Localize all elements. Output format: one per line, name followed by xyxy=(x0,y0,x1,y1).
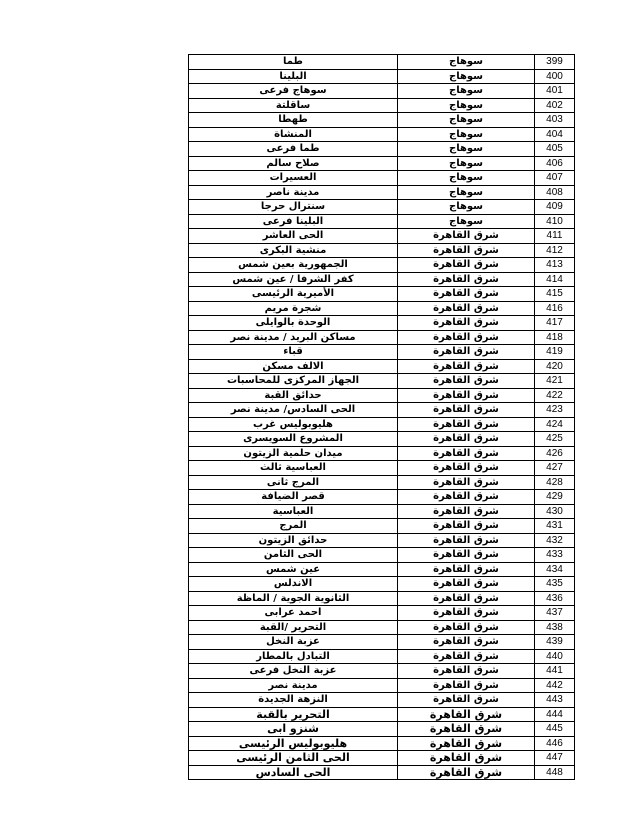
table-row xyxy=(189,258,575,273)
row-number-cell: 422 xyxy=(535,388,575,403)
branch-name-cell: طهطا xyxy=(189,113,398,128)
table-row xyxy=(189,214,575,229)
row-number-cell: 428 xyxy=(535,475,575,490)
branch-name-cell: المرج ثانى xyxy=(189,475,398,490)
branch-name-cell: النزهة الجديدة xyxy=(189,693,398,708)
table-row xyxy=(189,417,575,432)
branch-table-body xyxy=(189,55,575,780)
table-row xyxy=(189,693,575,708)
branch-name-cell: سنترال حرجا xyxy=(189,200,398,215)
branch-name-cell: قباء xyxy=(189,345,398,360)
table-row xyxy=(189,649,575,664)
table-row xyxy=(189,678,575,693)
table-row xyxy=(189,84,575,99)
row-number-cell: 439 xyxy=(535,635,575,650)
table-row xyxy=(189,519,575,534)
governorate-cell: شرق القاهرة xyxy=(398,388,535,403)
row-number-cell: 432 xyxy=(535,533,575,548)
governorate-cell: سوهاج xyxy=(398,171,535,186)
row-number-cell: 445 xyxy=(535,722,575,737)
branch-name-cell: كفر الشرفا / عين شمس xyxy=(189,272,398,287)
branch-name-cell: الحى العاشر xyxy=(189,229,398,244)
row-number-cell: 408 xyxy=(535,185,575,200)
governorate-cell: شرق القاهرة xyxy=(398,417,535,432)
branch-name-cell: مدينة نصر xyxy=(189,678,398,693)
governorate-cell: شرق القاهرة xyxy=(398,446,535,461)
row-number-cell: 420 xyxy=(535,359,575,374)
governorate-cell: شرق القاهرة xyxy=(398,620,535,635)
governorate-cell: شرق القاهرة xyxy=(398,765,535,780)
governorate-cell: شرق القاهرة xyxy=(398,562,535,577)
governorate-cell: شرق القاهرة xyxy=(398,461,535,476)
branch-name-cell: الثانوية الجوية / الماظة xyxy=(189,591,398,606)
row-number-cell: 412 xyxy=(535,243,575,258)
row-number-cell: 427 xyxy=(535,461,575,476)
governorate-cell: شرق القاهرة xyxy=(398,345,535,360)
table-row xyxy=(189,156,575,171)
governorate-cell: سوهاج xyxy=(398,69,535,84)
governorate-cell: شرق القاهرة xyxy=(398,577,535,592)
governorate-cell: شرق القاهرة xyxy=(398,533,535,548)
table-row xyxy=(189,287,575,302)
row-number-cell: 415 xyxy=(535,287,575,302)
branch-name-cell: شجرة مريم xyxy=(189,301,398,316)
governorate-cell: شرق القاهرة xyxy=(398,330,535,345)
branch-name-cell: الجمهورية بعين شمس xyxy=(189,258,398,273)
row-number-cell: 407 xyxy=(535,171,575,186)
branch-name-cell: هليوبوليس الرئيسى xyxy=(189,736,398,751)
governorate-cell: شرق القاهرة xyxy=(398,751,535,766)
table-row xyxy=(189,751,575,766)
governorate-cell: سوهاج xyxy=(398,55,535,70)
governorate-cell: شرق القاهرة xyxy=(398,736,535,751)
row-number-cell: 438 xyxy=(535,620,575,635)
branch-name-cell: التبادل بالمطار xyxy=(189,649,398,664)
row-number-cell: 431 xyxy=(535,519,575,534)
table-row xyxy=(189,127,575,142)
row-number-cell: 399 xyxy=(535,55,575,70)
table-row xyxy=(189,388,575,403)
governorate-cell: شرق القاهرة xyxy=(398,475,535,490)
row-number-cell: 414 xyxy=(535,272,575,287)
row-number-cell: 410 xyxy=(535,214,575,229)
row-number-cell: 417 xyxy=(535,316,575,331)
governorate-cell: شرق القاهرة xyxy=(398,490,535,505)
row-number-cell: 411 xyxy=(535,229,575,244)
table-row xyxy=(189,707,575,722)
table-row xyxy=(189,548,575,563)
row-number-cell: 434 xyxy=(535,562,575,577)
governorate-cell: شرق القاهرة xyxy=(398,693,535,708)
branch-name-cell: ساقلتة xyxy=(189,98,398,113)
governorate-cell: سوهاج xyxy=(398,214,535,229)
branch-name-cell: منشية البكرى xyxy=(189,243,398,258)
table-row xyxy=(189,577,575,592)
table-row xyxy=(189,490,575,505)
branch-name-cell: هليوبوليس غرب xyxy=(189,417,398,432)
table-row xyxy=(189,98,575,113)
row-number-cell: 446 xyxy=(535,736,575,751)
branch-name-cell: طما xyxy=(189,55,398,70)
row-number-cell: 419 xyxy=(535,345,575,360)
governorate-cell: شرق القاهرة xyxy=(398,591,535,606)
branch-name-cell: قصر الضيافة xyxy=(189,490,398,505)
table-row xyxy=(189,359,575,374)
table-row xyxy=(189,55,575,70)
table-row xyxy=(189,635,575,650)
table-row xyxy=(189,736,575,751)
branch-name-cell: التحرير /القبة xyxy=(189,620,398,635)
row-number-cell: 442 xyxy=(535,678,575,693)
row-number-cell: 448 xyxy=(535,765,575,780)
row-number-cell: 416 xyxy=(535,301,575,316)
row-number-cell: 444 xyxy=(535,707,575,722)
row-number-cell: 441 xyxy=(535,664,575,679)
governorate-cell: شرق القاهرة xyxy=(398,272,535,287)
governorate-cell: شرق القاهرة xyxy=(398,664,535,679)
row-number-cell: 409 xyxy=(535,200,575,215)
table-row xyxy=(189,475,575,490)
row-number-cell: 405 xyxy=(535,142,575,157)
table-row xyxy=(189,243,575,258)
table-row xyxy=(189,432,575,447)
governorate-cell: شرق القاهرة xyxy=(398,519,535,534)
governorate-cell: شرق القاهرة xyxy=(398,649,535,664)
branch-table xyxy=(188,54,575,780)
table-row xyxy=(189,765,575,780)
branch-name-cell: الالف مسكن xyxy=(189,359,398,374)
branch-name-cell: صلاح سالم xyxy=(189,156,398,171)
governorate-cell: شرق القاهرة xyxy=(398,504,535,519)
table-row xyxy=(189,722,575,737)
governorate-cell: شرق القاهرة xyxy=(398,606,535,621)
row-number-cell: 400 xyxy=(535,69,575,84)
governorate-cell: شرق القاهرة xyxy=(398,678,535,693)
governorate-cell: سوهاج xyxy=(398,185,535,200)
table-row xyxy=(189,461,575,476)
row-number-cell: 423 xyxy=(535,403,575,418)
table-row xyxy=(189,374,575,389)
table-row xyxy=(189,171,575,186)
governorate-cell: شرق القاهرة xyxy=(398,403,535,418)
table-row xyxy=(189,272,575,287)
governorate-cell: شرق القاهرة xyxy=(398,316,535,331)
governorate-cell: شرق القاهرة xyxy=(398,707,535,722)
branch-name-cell: البلينا xyxy=(189,69,398,84)
branch-name-cell: مدينة ناصر xyxy=(189,185,398,200)
row-number-cell: 424 xyxy=(535,417,575,432)
branch-name-cell: المرج xyxy=(189,519,398,534)
branch-name-cell: الحى الثامن الرئيسى xyxy=(189,751,398,766)
row-number-cell: 433 xyxy=(535,548,575,563)
governorate-cell: شرق القاهرة xyxy=(398,243,535,258)
table-row xyxy=(189,446,575,461)
table-row xyxy=(189,562,575,577)
branch-name-cell: المشروع السويسرى xyxy=(189,432,398,447)
branch-name-cell: حدائق الزيتون xyxy=(189,533,398,548)
row-number-cell: 425 xyxy=(535,432,575,447)
table-row xyxy=(189,345,575,360)
branch-name-cell: الأميرية الرئيسى xyxy=(189,287,398,302)
row-number-cell: 435 xyxy=(535,577,575,592)
branch-name-cell: العباسية ثالث xyxy=(189,461,398,476)
branch-name-cell: الاندلس xyxy=(189,577,398,592)
branch-name-cell: الحى السادس xyxy=(189,765,398,780)
branch-name-cell: شنزو ابى xyxy=(189,722,398,737)
row-number-cell: 421 xyxy=(535,374,575,389)
branch-name-cell: طما فرعى xyxy=(189,142,398,157)
branch-name-cell: ميدان حلمية الزيتون xyxy=(189,446,398,461)
branch-name-cell: سوهاج فرعى xyxy=(189,84,398,99)
branch-name-cell: العباسية xyxy=(189,504,398,519)
row-number-cell: 443 xyxy=(535,693,575,708)
governorate-cell: سوهاج xyxy=(398,98,535,113)
branch-name-cell: البلينا فرعى xyxy=(189,214,398,229)
governorate-cell: شرق القاهرة xyxy=(398,374,535,389)
governorate-cell: شرق القاهرة xyxy=(398,301,535,316)
governorate-cell: سوهاج xyxy=(398,113,535,128)
governorate-cell: سوهاج xyxy=(398,142,535,157)
branch-name-cell: حدائق القبة xyxy=(189,388,398,403)
row-number-cell: 401 xyxy=(535,84,575,99)
table-row xyxy=(189,229,575,244)
branch-name-cell: التحرير بالقبة xyxy=(189,707,398,722)
branch-name-cell: العسيرات xyxy=(189,171,398,186)
row-number-cell: 447 xyxy=(535,751,575,766)
row-number-cell: 403 xyxy=(535,113,575,128)
governorate-cell: شرق القاهرة xyxy=(398,432,535,447)
table-row xyxy=(189,330,575,345)
table-row xyxy=(189,664,575,679)
row-number-cell: 430 xyxy=(535,504,575,519)
table-row xyxy=(189,504,575,519)
table-row xyxy=(189,620,575,635)
table-row xyxy=(189,200,575,215)
table-row xyxy=(189,113,575,128)
row-number-cell: 426 xyxy=(535,446,575,461)
branch-name-cell: عزبة النخل xyxy=(189,635,398,650)
row-number-cell: 406 xyxy=(535,156,575,171)
row-number-cell: 404 xyxy=(535,127,575,142)
table-row xyxy=(189,301,575,316)
branch-name-cell: مساكن البريد / مدينة نصر xyxy=(189,330,398,345)
governorate-cell: شرق القاهرة xyxy=(398,258,535,273)
table-row xyxy=(189,69,575,84)
governorate-cell: شرق القاهرة xyxy=(398,548,535,563)
table-row xyxy=(189,591,575,606)
branch-name-cell: احمد عرابى xyxy=(189,606,398,621)
table-row xyxy=(189,142,575,157)
row-number-cell: 429 xyxy=(535,490,575,505)
table-row xyxy=(189,403,575,418)
governorate-cell: شرق القاهرة xyxy=(398,287,535,302)
branch-name-cell: الحى السادس/ مدينة نصر xyxy=(189,403,398,418)
row-number-cell: 436 xyxy=(535,591,575,606)
row-number-cell: 437 xyxy=(535,606,575,621)
row-number-cell: 413 xyxy=(535,258,575,273)
branch-name-cell: عزبة النخل فرعى xyxy=(189,664,398,679)
governorate-cell: سوهاج xyxy=(398,127,535,142)
row-number-cell: 440 xyxy=(535,649,575,664)
branch-name-cell: المنشاة xyxy=(189,127,398,142)
branch-name-cell: الحى الثامن xyxy=(189,548,398,563)
governorate-cell: شرق القاهرة xyxy=(398,635,535,650)
branch-name-cell: عين شمس xyxy=(189,562,398,577)
governorate-cell: سوهاج xyxy=(398,84,535,99)
table-row xyxy=(189,316,575,331)
row-number-cell: 418 xyxy=(535,330,575,345)
table-row xyxy=(189,185,575,200)
row-number-cell: 402 xyxy=(535,98,575,113)
governorate-cell: سوهاج xyxy=(398,200,535,215)
table-row xyxy=(189,606,575,621)
table-row xyxy=(189,533,575,548)
governorate-cell: شرق القاهرة xyxy=(398,229,535,244)
governorate-cell: شرق القاهرة xyxy=(398,722,535,737)
branch-name-cell: الوحدة بالوايلى xyxy=(189,316,398,331)
governorate-cell: سوهاج xyxy=(398,156,535,171)
governorate-cell: شرق القاهرة xyxy=(398,359,535,374)
branch-name-cell: الجهاز المركزى للمحاسبات xyxy=(189,374,398,389)
